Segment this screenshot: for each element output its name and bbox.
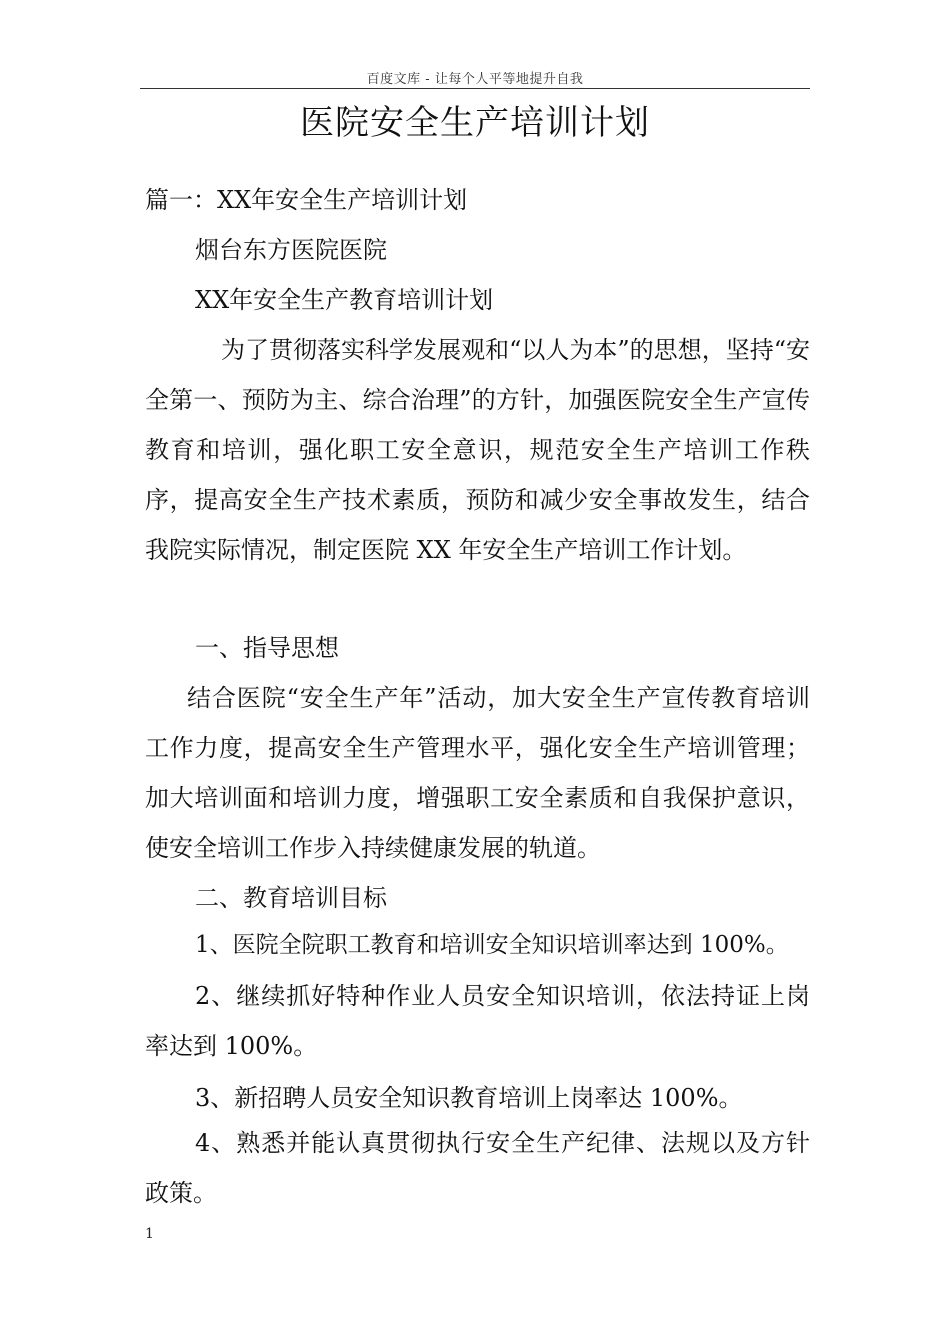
page-number: 1 xyxy=(145,1226,154,1242)
section-heading: 篇一：XX年安全生产培训计划 xyxy=(145,186,468,214)
document-title: 医院安全生产培训计划 xyxy=(300,103,650,143)
goal-item-1: 1、医院全院职工教育和培训安全知识培训率达到 100%。 xyxy=(195,932,789,958)
heading-training-goals: 二、教育培训目标 xyxy=(195,884,387,912)
heading-guiding-ideology: 一、指导思想 xyxy=(195,634,339,662)
guiding-paragraph: 结合医院“安全生产年”活动，加大安全生产宣传教育培训工作力度，提高安全生产管理水平，强化安全生产培训管理；加大培训面和培训力度，增强职工安全素质和自我保护意识，使安全培训工作步入持续健康发展的轨道。 xyxy=(145,684,810,862)
goal-item-4: 4、熟悉并能认真贯彻执行安全生产纪律、法规以及方针政策。 xyxy=(145,1129,810,1207)
goal-item-2: 2、继续抓好特种作业人员安全知识培训，依法持证上岗率达到 100%。 xyxy=(145,982,810,1060)
organization-name: 烟台东方医院医院 xyxy=(195,236,387,264)
page-header: 百度文库 - 让每个人平等地提升自我 xyxy=(366,72,584,87)
goal-item-3: 3、新招聘人员安全知识教育培训上岗率达 100%。 xyxy=(195,1084,743,1112)
plan-title: XX年安全生产教育培训计划 xyxy=(195,286,494,314)
intro-paragraph: 为了贯彻落实科学发展观和“以人为本”的思想，坚持“安全第一、预防为主、综合治理”的方针，加强医院安全生产宣传教育和培训，强化职工安全意识，规范安全生产培训工作秩序，提高安全生产技术素质，预防和减少安全事故发生，结合我院实际情况，制定医院 XX 年安全生产培训工作计划。 xyxy=(145,336,810,564)
header-divider xyxy=(140,88,810,89)
